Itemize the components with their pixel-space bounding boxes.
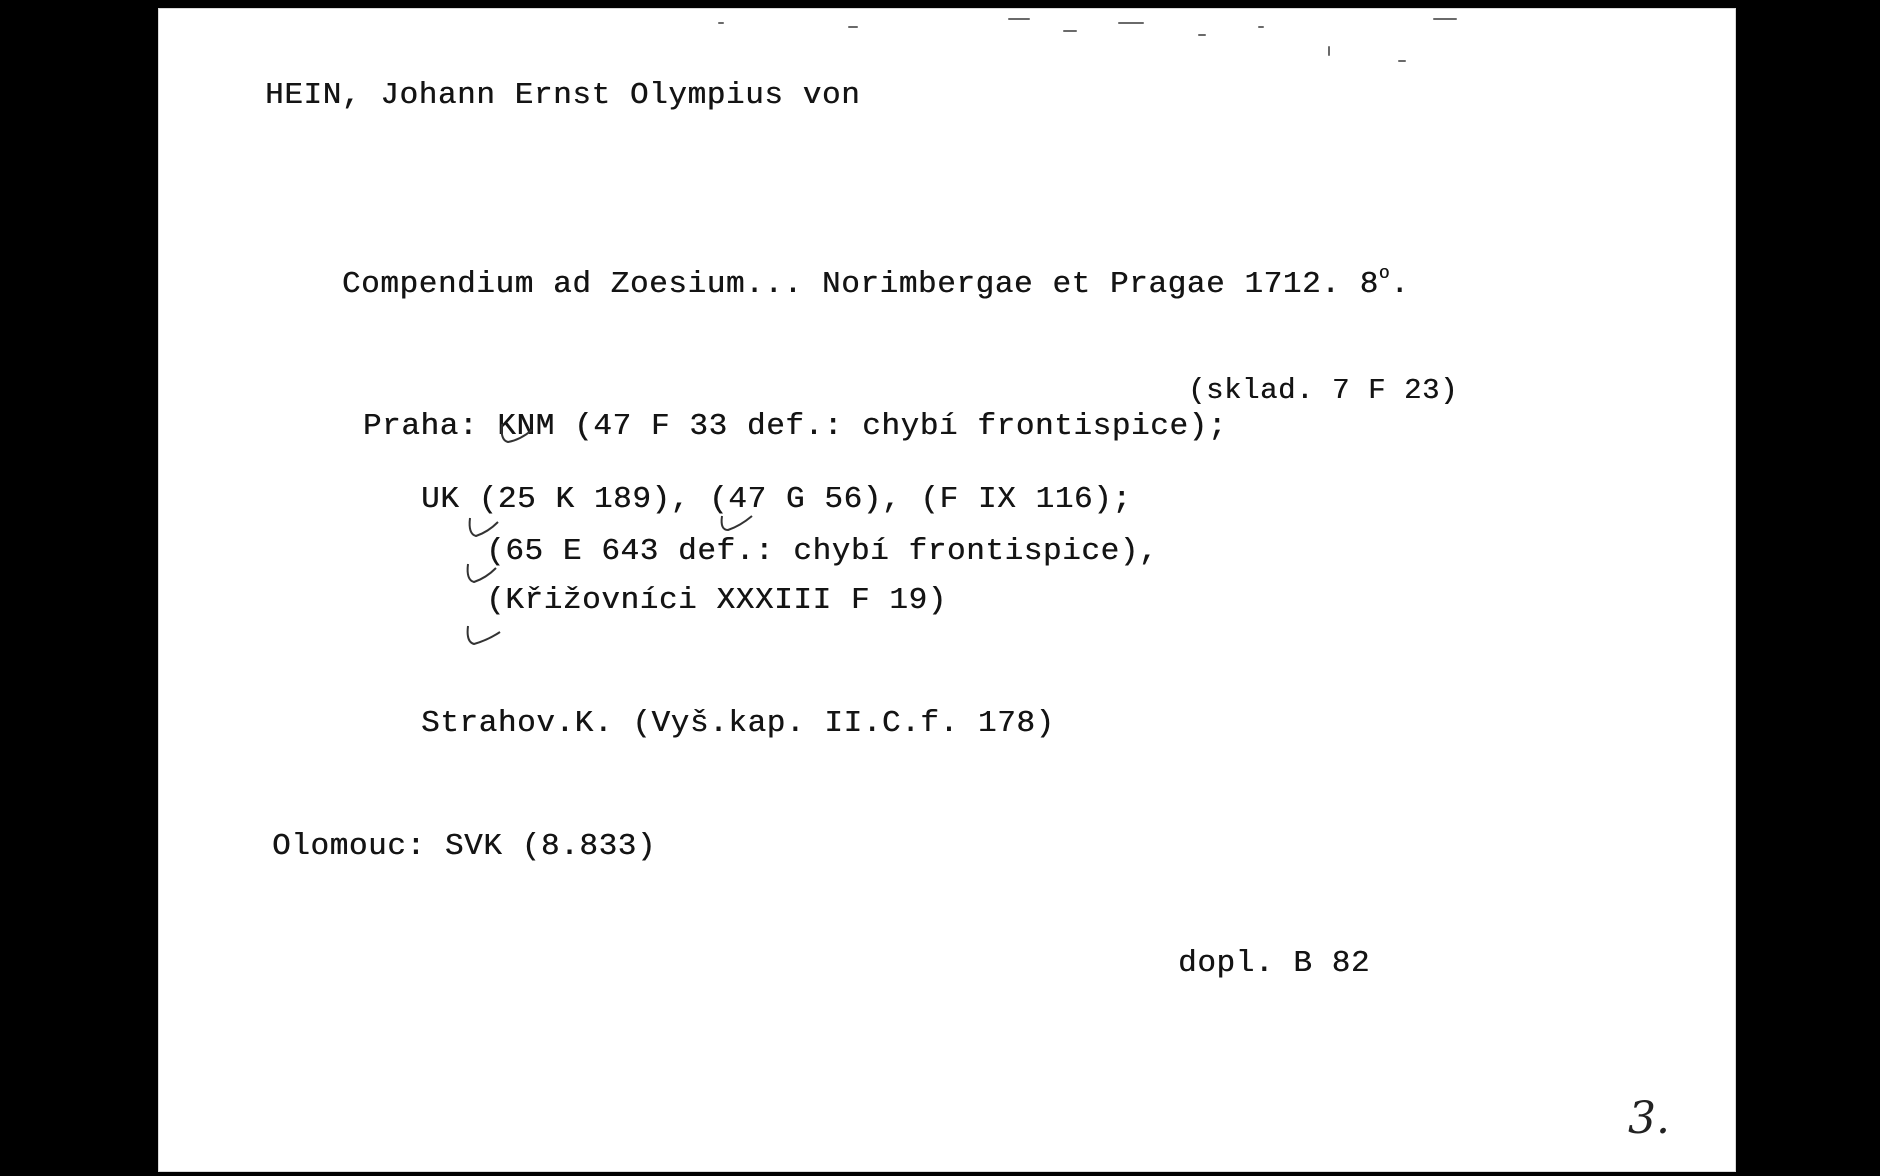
uk-line-1: UK (25 K 189), (47 G 56), (F IX 116); [421, 482, 1132, 517]
uk-line-2: (65 E 643 def.: chybí frontispice), [486, 534, 1159, 569]
scan-speck [718, 22, 724, 24]
author-heading: HEIN, Johann Ernst Olympius von [265, 78, 861, 113]
scan-speck [1398, 60, 1406, 62]
praha-knm-line [286, 380, 1227, 473]
check-mark-icon [464, 622, 514, 652]
knm-shelf-note: (sklad. 7 F 23) [1188, 374, 1459, 407]
check-mark-icon [718, 508, 768, 538]
catalog-card [158, 8, 1736, 1172]
knm-entry: KNM (47 F 33 def.: chybí frontispice); [497, 409, 1227, 444]
page-number: 3. [1628, 1093, 1670, 1144]
supplement-note: dopl. B 82 [1178, 946, 1371, 981]
scan-speck [1328, 46, 1330, 56]
scan-speck [1258, 26, 1264, 28]
scan-speck [1063, 30, 1077, 32]
check-mark-icon [498, 420, 548, 450]
scan-speck [1433, 18, 1457, 20]
scan-speck [1008, 18, 1030, 20]
title-line [265, 234, 1409, 331]
olomouc-line: Olomouc: SVK (8.833) [272, 829, 657, 864]
title-text: Compendium ad Zoesium... Norimbergae et Pragae 1712. 8 [341, 267, 1379, 302]
scan-speck [848, 26, 858, 28]
format-period: . [1390, 267, 1410, 302]
strahov-line: Strahov.K. (Vyš.kap. II.C.f. 178) [421, 706, 1055, 741]
praha-label: Praha: [362, 409, 479, 444]
check-mark-icon [464, 560, 514, 590]
scan-speck [1198, 34, 1206, 36]
check-mark-icon [466, 514, 516, 544]
uk-line-3: (Křižovníci XXXIII F 19) [486, 583, 947, 618]
scan-speck [1118, 22, 1144, 24]
format-degree: o [1378, 264, 1391, 284]
